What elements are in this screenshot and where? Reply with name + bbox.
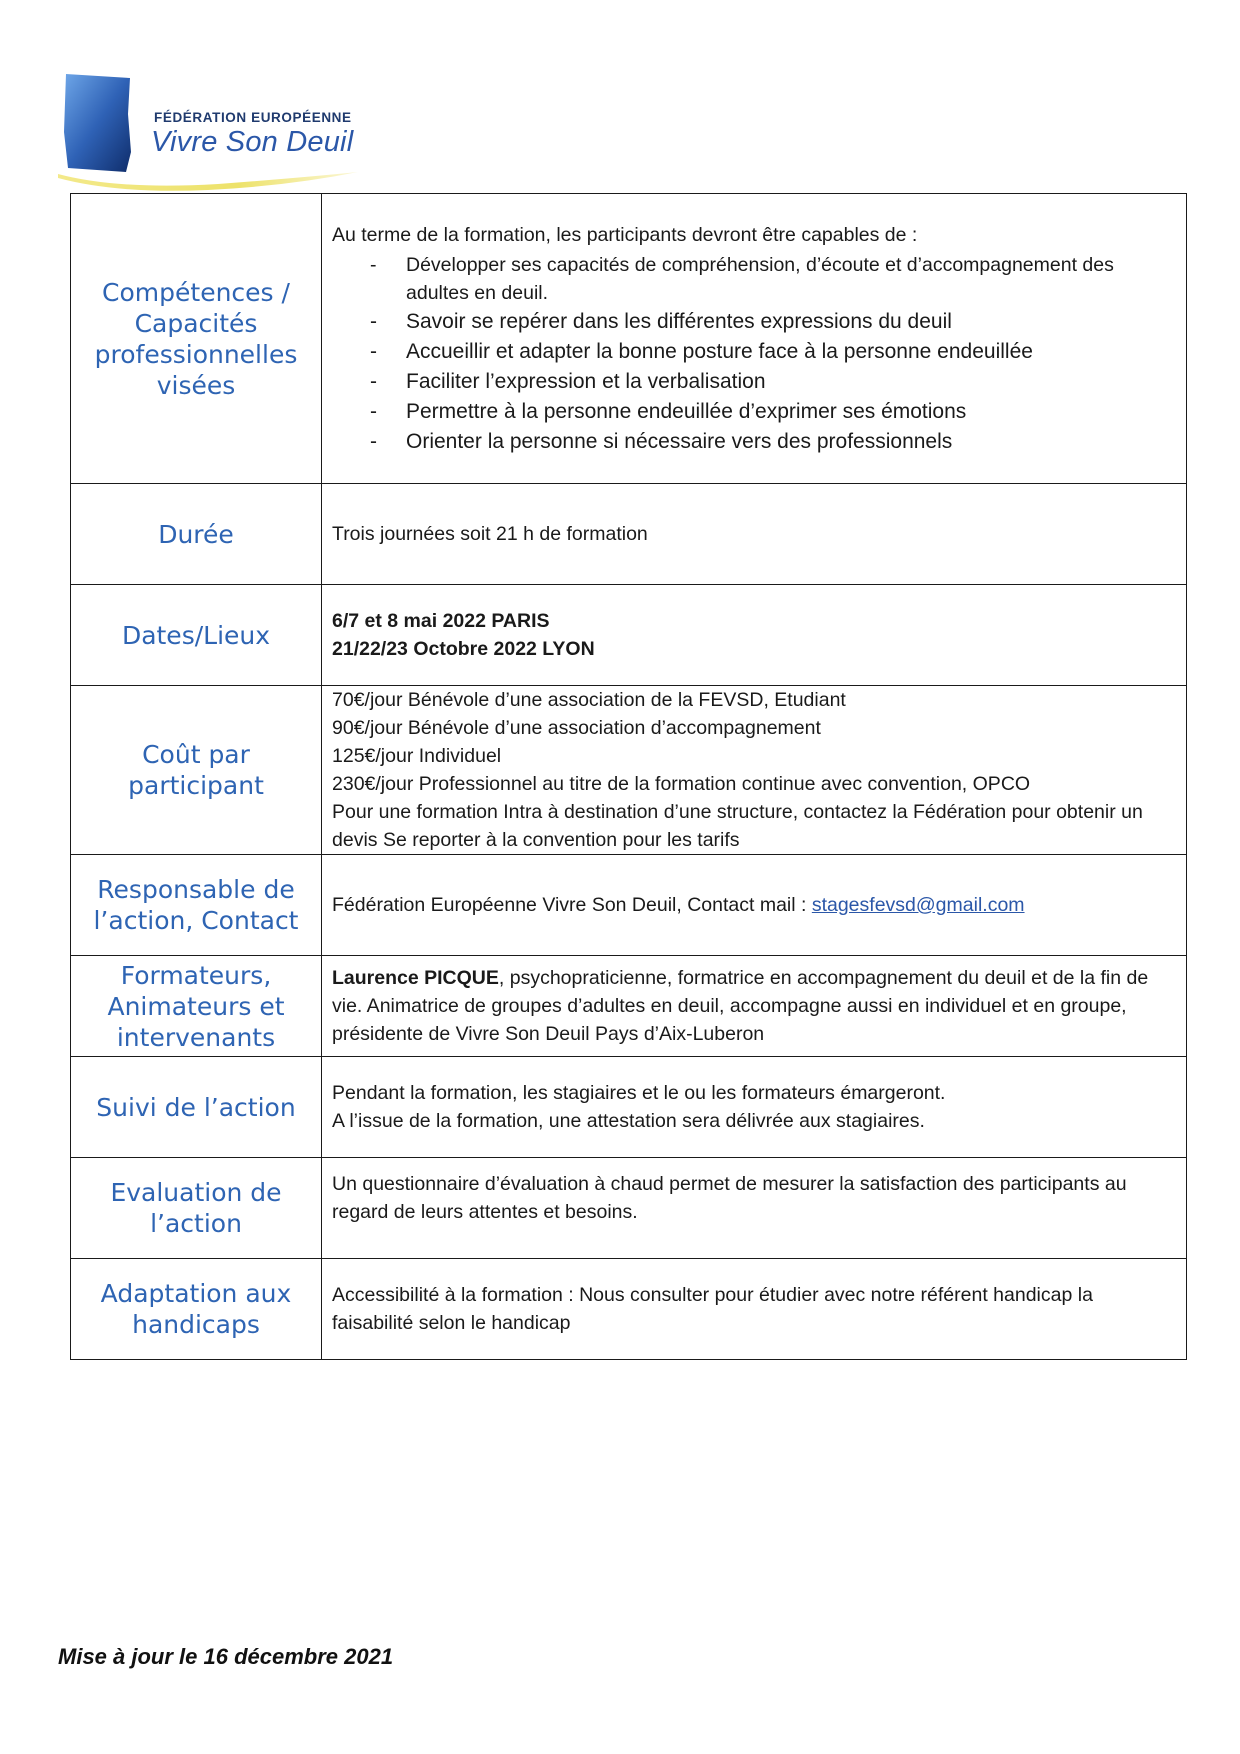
row-content-evaluation: Un questionnaire d’évaluation à chaud permet de mesurer la satisfaction des participants au regard de leurs attentes et besoins. [322, 1158, 1187, 1259]
suivi-line: A l’issue de la formation, une attestation sera délivrée aux stagiaires. [332, 1110, 925, 1132]
training-info-table [70, 193, 1187, 1360]
price-note: Pour une formation Intra à destination d’une structure, contactez la Fédération pour obtenir un devis Se reporter à la convention pour les tarifs [332, 801, 1143, 851]
price-line: 230€/jour Professionnel au titre de la formation continue avec convention, OPCO [332, 773, 1031, 795]
list-item: - Accueillir et adapter la bonne posture face à la personne endeuillée [332, 337, 1176, 367]
row-content-dates [322, 585, 1187, 686]
logo-org-name: Vivre Son Deuil [151, 126, 354, 158]
list-item: - Faciliter l’expression et la verbalisation [332, 367, 1176, 397]
row-label-cout: Coût par participant [71, 686, 322, 855]
logo-org-line: FÉDÉRATION EUROPÉENNE [154, 110, 352, 125]
list-item: - Développer ses capacités de compréhension, d’écoute et d’accompagnement des adultes en deuil. [332, 251, 1176, 307]
update-date: Mise à jour le 16 décembre 2021 [58, 1644, 394, 1669]
table-row-adaptation [71, 1259, 1187, 1360]
competences-intro: Au terme de la formation, les participants devront être capables de : [332, 223, 918, 246]
row-label-responsable: Responsable de l’action, Contact [71, 855, 322, 956]
price-line: 125€/jour Individuel [332, 745, 502, 767]
row-content-adaptation: Accessibilité à la formation : Nous consulter pour étudier avec notre référent handicap la faisabilité selon le handicap [322, 1259, 1187, 1360]
table-row-dates [71, 585, 1187, 686]
row-label-evaluation: Evaluation de l’action [71, 1158, 322, 1259]
row-content-competences [322, 194, 1187, 484]
row-label-dates: Dates/Lieux [71, 585, 322, 686]
table-row-suivi [71, 1057, 1187, 1158]
row-content-suivi [322, 1057, 1187, 1158]
row-content-formateurs [322, 956, 1187, 1057]
trainer-name: Laurence PICQUE [332, 967, 499, 989]
price-line: 90€/jour Bénévole d’une association d’accompagnement [332, 717, 821, 739]
table-row-evaluation [71, 1158, 1187, 1259]
row-content-duree: Trois journées soit 21 h de formation [322, 484, 1187, 585]
suivi-line: Pendant la formation, les stagiaires et le ou les formateurs émargeront. [332, 1082, 946, 1104]
table-row-formateurs [71, 956, 1187, 1057]
organization-logo [58, 72, 368, 192]
date-line: 6/7 et 8 mai 2022 PARIS [332, 610, 550, 632]
table-row-competences [71, 194, 1187, 484]
table-row-duree [71, 484, 1187, 585]
row-label-duree: Durée [71, 484, 322, 585]
price-line: 70€/jour Bénévole d’une association de la FEVSD, Etudiant [332, 689, 846, 711]
trainer-description: , psychopraticienne, formatrice en accompagnement du deuil et de la fin de vie. Animatrice de groupes d’adultes en deuil, accompagne aussi en individuel et en groupe, présidente de Vivre Son Deuil Pays d’Aix-Luberon [332, 967, 1149, 1045]
list-item: - Savoir se repérer dans les différentes expressions du deuil [332, 307, 1176, 337]
list-item: - Permettre à la personne endeuillée d’exprimer ses émotions [332, 397, 1176, 427]
row-label-suivi: Suivi de l’action [71, 1057, 322, 1158]
table-row-responsable [71, 855, 1187, 956]
date-line: 21/22/23 Octobre 2022 LYON [332, 638, 595, 660]
row-content-responsable [322, 855, 1187, 956]
contact-text: Fédération Européenne Vivre Son Deuil, Contact mail : [332, 894, 812, 916]
competences-list [332, 251, 1176, 457]
contact-email-link[interactable]: stagesfevsd@gmail.com [811, 894, 1025, 916]
list-item: - Orienter la personne si nécessaire vers des professionnels [332, 427, 1176, 457]
row-label-formateurs: Formateurs, Animateurs et intervenants [71, 956, 322, 1057]
row-label-adaptation: Adaptation aux handicaps [71, 1259, 322, 1360]
row-content-cout [322, 686, 1187, 855]
row-label-competences: Compétences / Capacités professionnelles visées [71, 194, 322, 484]
table-row-cout [71, 686, 1187, 855]
